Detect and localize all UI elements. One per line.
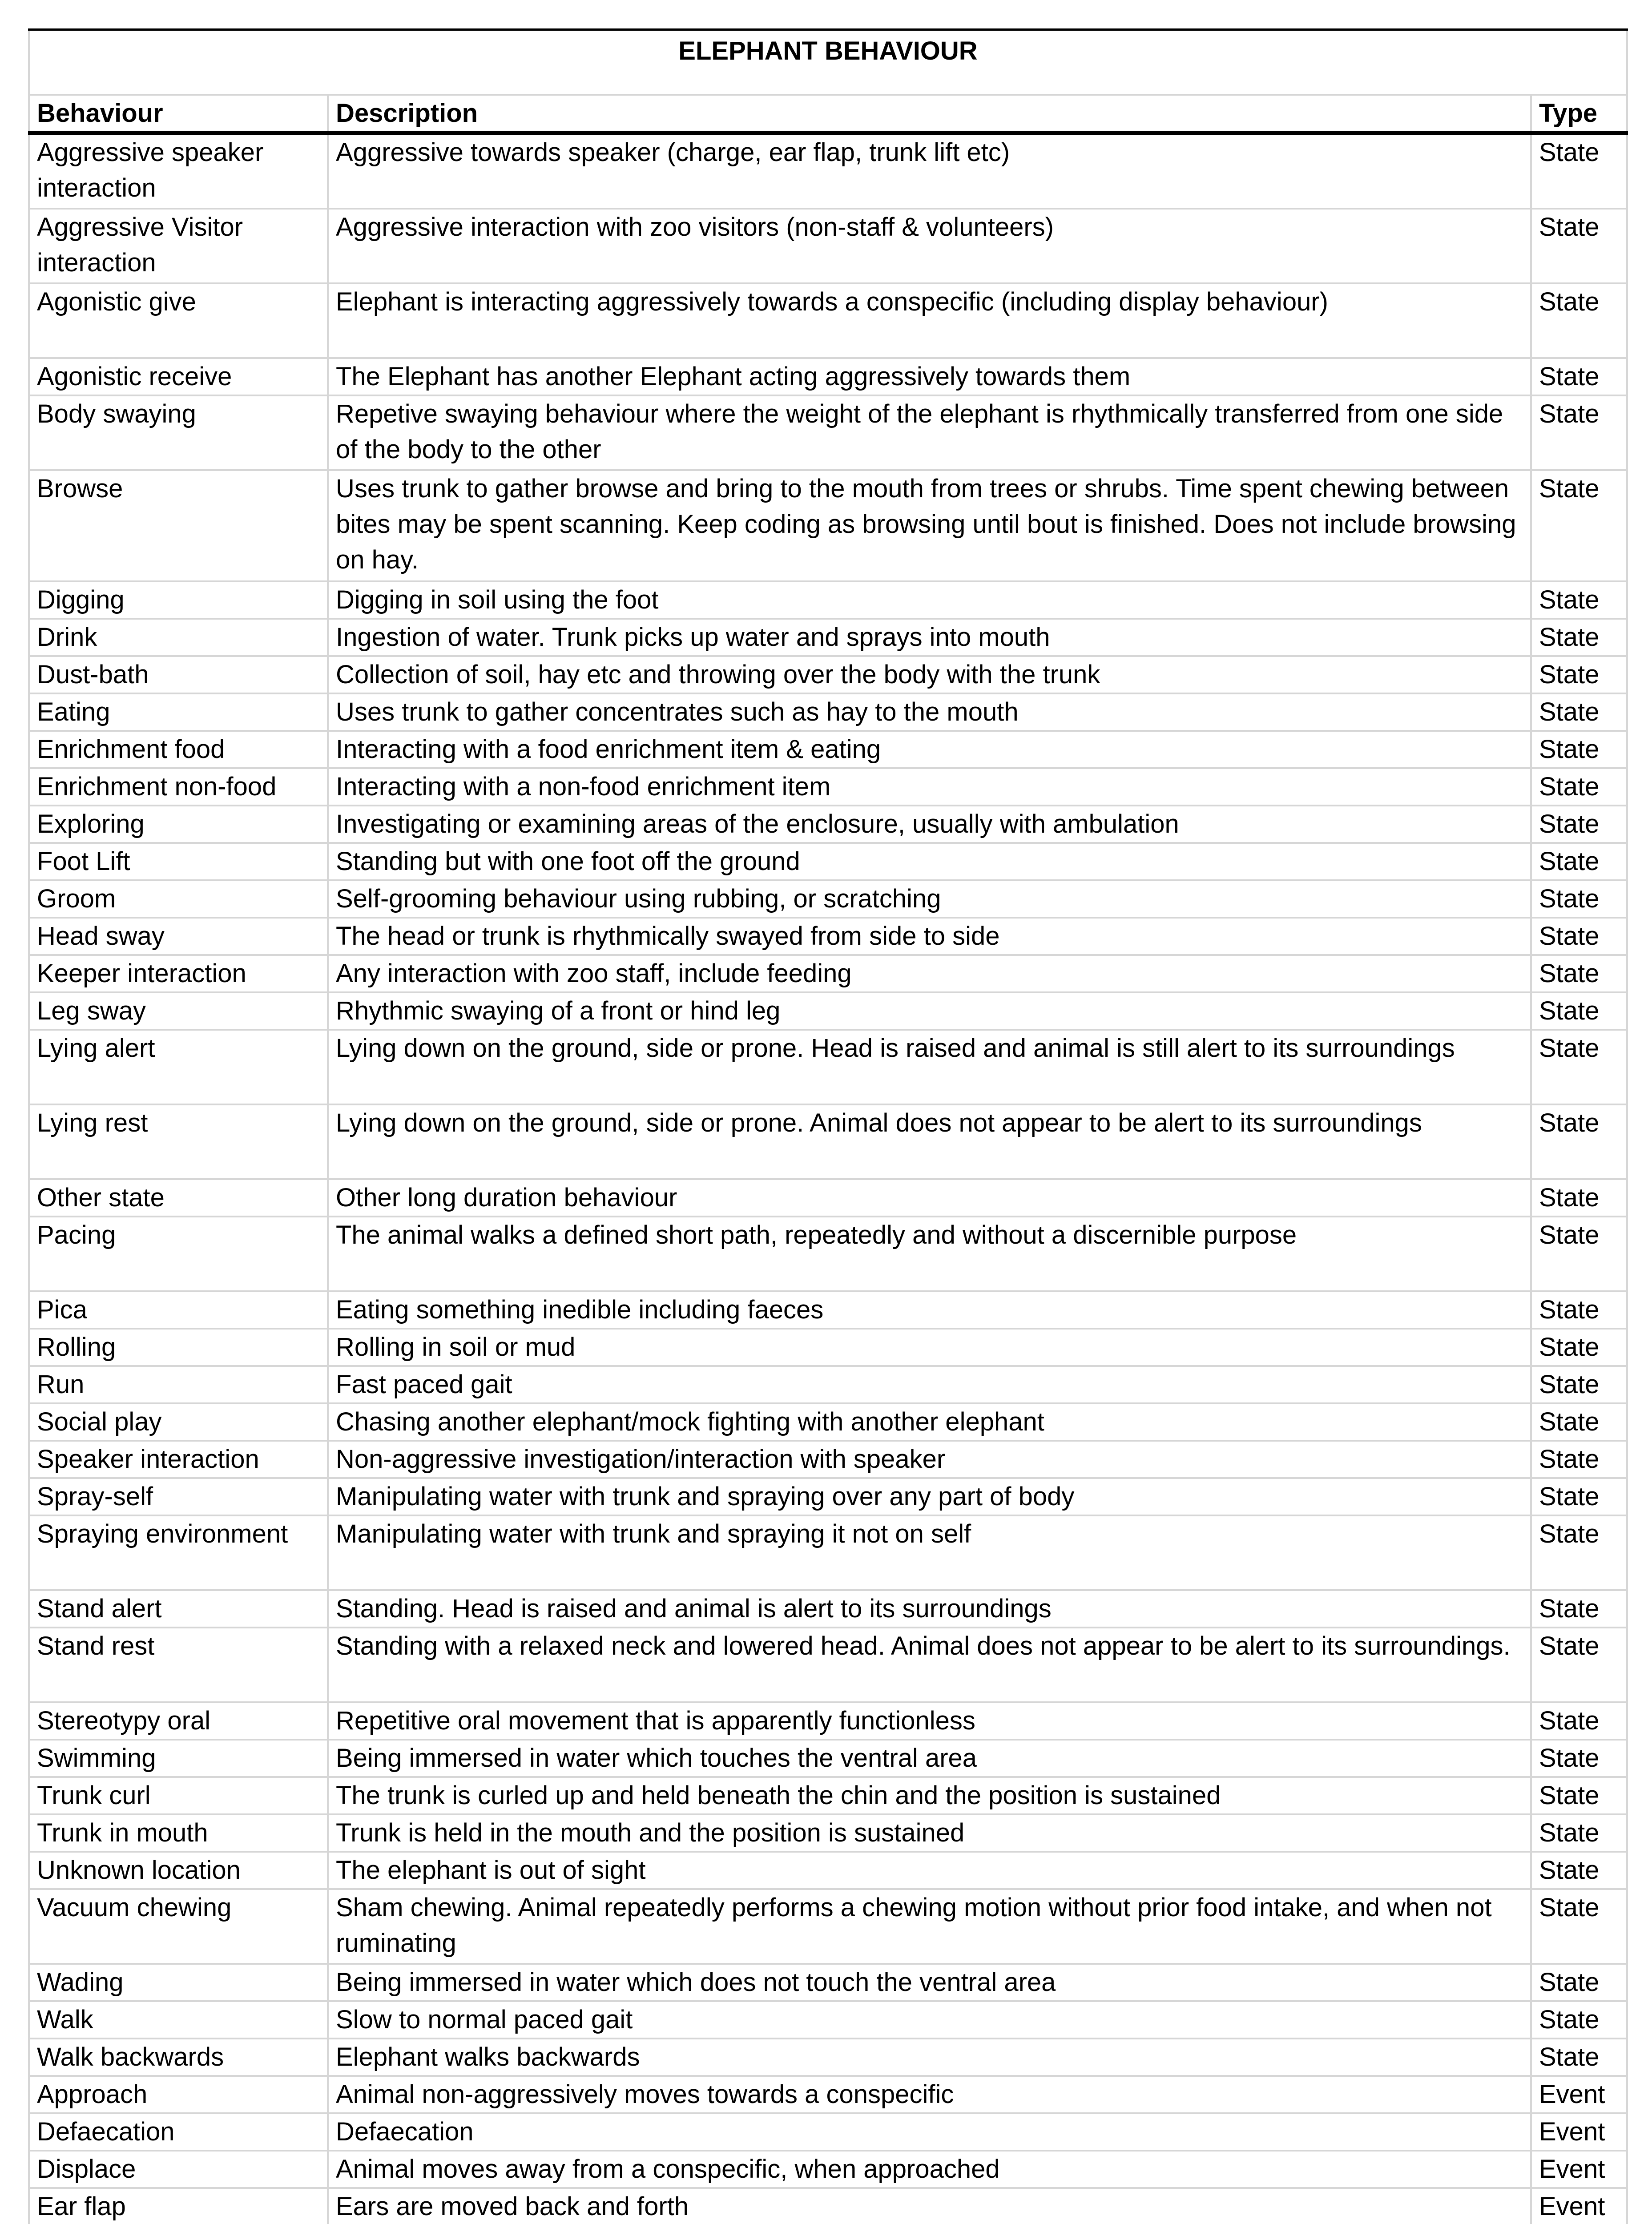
cell-type: State: [1531, 1590, 1627, 1628]
cell-description: Self-grooming behaviour using rubbing, or scratching: [328, 880, 1531, 918]
table-row: [29, 880, 1627, 918]
cell-behaviour: Trunk in mouth: [29, 1814, 328, 1852]
table-row: [29, 1515, 1627, 1590]
cell-type: State: [1531, 693, 1627, 731]
table-row: [29, 1179, 1627, 1217]
cell-behaviour: Swimming: [29, 1740, 328, 1777]
cell-description: Ingestion of water. Trunk picks up water and sprays into mouth: [328, 619, 1531, 656]
table-row: [29, 1702, 1627, 1740]
cell-behaviour: Head sway: [29, 918, 328, 955]
table-row: [29, 2076, 1627, 2113]
cell-type: State: [1531, 1030, 1627, 1104]
cell-description: Trunk is held in the mouth and the position is sustained: [328, 1814, 1531, 1852]
cell-behaviour: Run: [29, 1366, 328, 1403]
cell-description: Rhythmic swaying of a front or hind leg: [328, 992, 1531, 1030]
cell-behaviour: Speaker interaction: [29, 1441, 328, 1478]
behaviour-table: [28, 28, 1628, 2224]
cell-type: State: [1531, 806, 1627, 843]
cell-behaviour: Digging: [29, 581, 328, 619]
table-row: [29, 2188, 1627, 2224]
cell-description: Fast paced gait: [328, 1366, 1531, 1403]
table-row: [29, 1329, 1627, 1366]
cell-type: State: [1531, 2039, 1627, 2076]
table-row: [29, 581, 1627, 619]
cell-description: Standing with a relaxed neck and lowered head. Animal does not appear to be alert to its surroundings.: [328, 1628, 1531, 1702]
cell-behaviour: Vacuum chewing: [29, 1889, 328, 1964]
cell-type: State: [1531, 1814, 1627, 1852]
table-row: [29, 768, 1627, 806]
cell-type: State: [1531, 1478, 1627, 1515]
cell-type: State: [1531, 656, 1627, 693]
cell-type: State: [1531, 1329, 1627, 1366]
cell-type: State: [1531, 470, 1627, 581]
cell-behaviour: Unknown location: [29, 1852, 328, 1889]
cell-behaviour: Aggressive Visitor interaction: [29, 209, 328, 283]
cell-description: Manipulating water with trunk and spraying it not on self: [328, 1515, 1531, 1590]
cell-description: Chasing another elephant/mock fighting with another elephant: [328, 1403, 1531, 1441]
cell-type: State: [1531, 1217, 1627, 1291]
table-row: [29, 470, 1627, 581]
cell-behaviour: Rolling: [29, 1329, 328, 1366]
cell-behaviour: Ear flap: [29, 2188, 328, 2224]
cell-description: Manipulating water with trunk and spraying over any part of body: [328, 1478, 1531, 1515]
cell-type: State: [1531, 2001, 1627, 2039]
column-header-behaviour: Behaviour: [29, 95, 328, 133]
table-row: [29, 1291, 1627, 1329]
cell-behaviour: Trunk curl: [29, 1777, 328, 1814]
cell-behaviour: Body swaying: [29, 395, 328, 470]
cell-description: Defaecation: [328, 2113, 1531, 2151]
cell-behaviour: Lying alert: [29, 1030, 328, 1104]
cell-description: Being immersed in water which touches the ventral area: [328, 1740, 1531, 1777]
cell-type: State: [1531, 1740, 1627, 1777]
table-row: [29, 1366, 1627, 1403]
table-row: [29, 955, 1627, 992]
cell-type: State: [1531, 1104, 1627, 1179]
cell-description: Eating something inedible including faeces: [328, 1291, 1531, 1329]
cell-type: State: [1531, 1515, 1627, 1590]
cell-description: Collection of soil, hay etc and throwing over the body with the trunk: [328, 656, 1531, 693]
table-row: [29, 1964, 1627, 2001]
table-row: [29, 1889, 1627, 1964]
cell-behaviour: Leg sway: [29, 992, 328, 1030]
cell-description: Standing but with one foot off the ground: [328, 843, 1531, 880]
table-row: [29, 1403, 1627, 1441]
table-row: [29, 843, 1627, 880]
cell-description: Elephant is interacting aggressively towards a conspecific (including display behaviour): [328, 283, 1531, 358]
cell-description: Any interaction with zoo staff, include feeding: [328, 955, 1531, 992]
cell-behaviour: Wading: [29, 1964, 328, 2001]
table-row: [29, 2151, 1627, 2188]
column-header-type: Type: [1531, 95, 1627, 133]
table-row: [29, 2113, 1627, 2151]
cell-behaviour: Pica: [29, 1291, 328, 1329]
cell-type: Event: [1531, 2076, 1627, 2113]
cell-type: Event: [1531, 2113, 1627, 2151]
cell-behaviour: Foot Lift: [29, 843, 328, 880]
table-row: [29, 693, 1627, 731]
cell-description: The elephant is out of sight: [328, 1852, 1531, 1889]
table-title: ELEPHANT BEHAVIOUR: [29, 30, 1627, 95]
table-row: [29, 2001, 1627, 2039]
cell-behaviour: Walk: [29, 2001, 328, 2039]
cell-behaviour: Keeper interaction: [29, 955, 328, 992]
cell-description: Interacting with a food enrichment item & eating: [328, 731, 1531, 768]
cell-description: Investigating or examining areas of the enclosure, usually with ambulation: [328, 806, 1531, 843]
table-row: [29, 1104, 1627, 1179]
cell-behaviour: Browse: [29, 470, 328, 581]
cell-description: Being immersed in water which does not touch the ventral area: [328, 1964, 1531, 2001]
cell-description: Digging in soil using the foot: [328, 581, 1531, 619]
cell-behaviour: Stand alert: [29, 1590, 328, 1628]
cell-type: State: [1531, 1403, 1627, 1441]
cell-description: Standing. Head is raised and animal is alert to its surroundings: [328, 1590, 1531, 1628]
cell-description: Interacting with a non-food enrichment item: [328, 768, 1531, 806]
cell-type: State: [1531, 918, 1627, 955]
cell-description: Ears are moved back and forth: [328, 2188, 1531, 2224]
cell-description: Rolling in soil or mud: [328, 1329, 1531, 1366]
cell-type: State: [1531, 1889, 1627, 1964]
cell-description: Elephant walks backwards: [328, 2039, 1531, 2076]
cell-description: Repetive swaying behaviour where the weight of the elephant is rhythmically transferred from one side of the body to the other: [328, 395, 1531, 470]
cell-type: State: [1531, 209, 1627, 283]
cell-behaviour: Exploring: [29, 806, 328, 843]
cell-behaviour: Spraying environment: [29, 1515, 328, 1590]
cell-behaviour: Agonistic receive: [29, 358, 328, 395]
cell-type: State: [1531, 1366, 1627, 1403]
cell-behaviour: Groom: [29, 880, 328, 918]
table-body: [29, 133, 1627, 2224]
cell-type: State: [1531, 133, 1627, 209]
cell-type: State: [1531, 1441, 1627, 1478]
cell-type: State: [1531, 358, 1627, 395]
table-row: [29, 358, 1627, 395]
cell-type: Event: [1531, 2151, 1627, 2188]
cell-type: State: [1531, 1852, 1627, 1889]
cell-type: State: [1531, 992, 1627, 1030]
table-row: [29, 619, 1627, 656]
cell-behaviour: Lying rest: [29, 1104, 328, 1179]
title-row: [29, 30, 1627, 95]
cell-behaviour: Eating: [29, 693, 328, 731]
cell-description: Non-aggressive investigation/interaction with speaker: [328, 1441, 1531, 1478]
cell-type: State: [1531, 1777, 1627, 1814]
table-row: [29, 1777, 1627, 1814]
table-row: [29, 395, 1627, 470]
cell-description: The head or trunk is rhythmically swayed from side to side: [328, 918, 1531, 955]
cell-type: State: [1531, 395, 1627, 470]
cell-description: The trunk is curled up and held beneath the chin and the position is sustained: [328, 1777, 1531, 1814]
table-row: [29, 209, 1627, 283]
cell-type: State: [1531, 843, 1627, 880]
table-row: [29, 1217, 1627, 1291]
cell-description: Repetitive oral movement that is apparently functionless: [328, 1702, 1531, 1740]
cell-description: Aggressive towards speaker (charge, ear flap, trunk lift etc): [328, 133, 1531, 209]
cell-type: State: [1531, 1179, 1627, 1217]
cell-description: Uses trunk to gather browse and bring to the mouth from trees or shrubs. Time spent chewing between bites may be spent scanning. Keep coding as browsing until bout is finished. Does not include browsing on hay.: [328, 470, 1531, 581]
cell-behaviour: Enrichment food: [29, 731, 328, 768]
cell-description: Uses trunk to gather concentrates such as hay to the mouth: [328, 693, 1531, 731]
cell-behaviour: Defaecation: [29, 2113, 328, 2151]
cell-behaviour: Pacing: [29, 1217, 328, 1291]
cell-type: State: [1531, 1628, 1627, 1702]
table-row: [29, 918, 1627, 955]
table-row: [29, 1441, 1627, 1478]
cell-type: State: [1531, 1702, 1627, 1740]
table-row: [29, 1740, 1627, 1777]
cell-description: Lying down on the ground, side or prone. Animal does not appear to be alert to its surroundings: [328, 1104, 1531, 1179]
cell-behaviour: Dust-bath: [29, 656, 328, 693]
cell-description: Animal non-aggressively moves towards a conspecific: [328, 2076, 1531, 2113]
cell-behaviour: Stand rest: [29, 1628, 328, 1702]
cell-behaviour: Enrichment non-food: [29, 768, 328, 806]
table-row: [29, 731, 1627, 768]
table-row: [29, 1628, 1627, 1702]
cell-type: State: [1531, 619, 1627, 656]
cell-behaviour: Aggressive speaker interaction: [29, 133, 328, 209]
column-header-description: Description: [328, 95, 1531, 133]
cell-behaviour: Agonistic give: [29, 283, 328, 358]
cell-type: State: [1531, 1964, 1627, 2001]
cell-description: Other long duration behaviour: [328, 1179, 1531, 1217]
cell-behaviour: Walk backwards: [29, 2039, 328, 2076]
cell-type: State: [1531, 955, 1627, 992]
table-row: [29, 1590, 1627, 1628]
cell-type: State: [1531, 731, 1627, 768]
cell-behaviour: Other state: [29, 1179, 328, 1217]
cell-type: State: [1531, 1291, 1627, 1329]
cell-behaviour: Displace: [29, 2151, 328, 2188]
cell-behaviour: Social play: [29, 1403, 328, 1441]
cell-behaviour: Approach: [29, 2076, 328, 2113]
cell-behaviour: Spray-self: [29, 1478, 328, 1515]
cell-type: State: [1531, 768, 1627, 806]
cell-behaviour: Drink: [29, 619, 328, 656]
table-row: [29, 1478, 1627, 1515]
table-row: [29, 133, 1627, 209]
table-row: [29, 283, 1627, 358]
cell-behaviour: Stereotypy oral: [29, 1702, 328, 1740]
cell-description: The animal walks a defined short path, repeatedly and without a discernible purpose: [328, 1217, 1531, 1291]
cell-type: Event: [1531, 2188, 1627, 2224]
cell-description: Aggressive interaction with zoo visitors (non-staff & volunteers): [328, 209, 1531, 283]
table-row: [29, 806, 1627, 843]
cell-type: State: [1531, 283, 1627, 358]
cell-description: Sham chewing. Animal repeatedly performs a chewing motion without prior food intake, and when not ruminating: [328, 1889, 1531, 1964]
table-row: [29, 1852, 1627, 1889]
table-row: [29, 2039, 1627, 2076]
cell-type: State: [1531, 880, 1627, 918]
table-row: [29, 1814, 1627, 1852]
cell-description: Lying down on the ground, side or prone. Head is raised and animal is still alert to its surroundings: [328, 1030, 1531, 1104]
header-row: [29, 95, 1627, 133]
cell-description: Slow to normal paced gait: [328, 2001, 1531, 2039]
cell-description: The Elephant has another Elephant acting aggressively towards them: [328, 358, 1531, 395]
cell-description: Animal moves away from a conspecific, when approached: [328, 2151, 1531, 2188]
table-row: [29, 1030, 1627, 1104]
table-row: [29, 656, 1627, 693]
cell-type: State: [1531, 581, 1627, 619]
table-row: [29, 992, 1627, 1030]
